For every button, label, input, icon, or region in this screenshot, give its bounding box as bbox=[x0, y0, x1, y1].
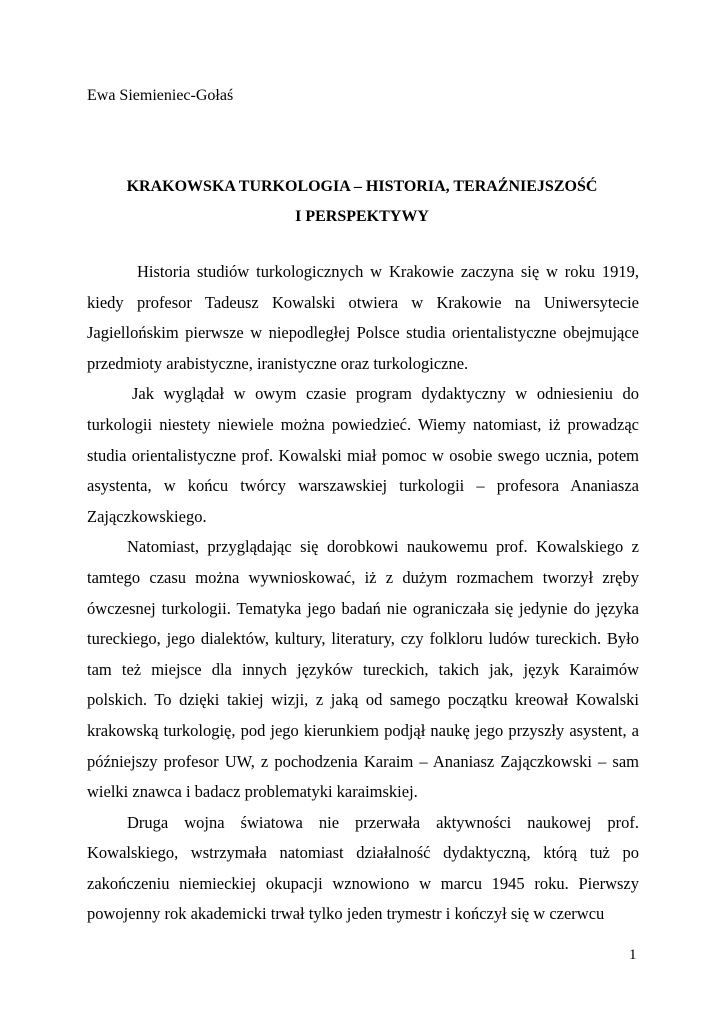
paragraph-4: Druga wojna światowa nie przerwała aktywności naukowej prof. Kowalskiego, wstrzymała natomiast działalność dydaktyczną, którą tuż po zakończeniu niemieckiej okupacji wznowiono w marcu 1945 roku. Pierwszy powojenny rok akademicki trwał tylko jeden trymestr i kończył się w czerwcu bbox=[87, 812, 639, 924]
document-title-line-1: KRAKOWSKA TURKOLOGIA – HISTORIA, TERAŹNIEJSZOŚĆ bbox=[126, 178, 598, 195]
paragraph-2: Jak wyglądał w owym czasie program dydaktyczny w odniesieniu do turkologii niestety niewiele można powiedzieć. Wiemy natomiast, iż prowadząc studia orientalistyczne prof. Kowalski miał pomoc w osobie swego ucznia, potem asystenta, w końcu twórcy warszawskiej turkologii – profesora Ananiasza Zajączkowskiego. bbox=[87, 384, 639, 526]
paragraph-1: Historia studiów turkologicznych w Krakowie zaczyna się w roku 1919, kiedy profesor Tadeusz Kowalski otwiera w Krakowie na Uniwersytecie Jagiellońskim pierwsze w niepodległej Polsce studia orientalistyczne obejmujące przedmioty arabistyczne, iranistyczne oraz turkologiczne. bbox=[87, 262, 639, 373]
author-name: Ewa Siemieniec-Gołaś bbox=[87, 87, 234, 104]
paragraph-3: Natomiast, przyglądając się dorobkowi naukowemu prof. Kowalskiego z tamtego czasu można wywnioskować, iż z dużym rozmachem tworzył zręby ówczesnej turkologii. Tematyka jego badań nie ograniczała się jedynie do języka tureckiego, jego dialektów, kultury, literatury, czy folkloru ludów tureckich. Było tam też miejsce dla innych języków tureckich, takich jak, język Karaimów polskich. To dzięki takiej wizji, z jaką od samego początku kreował Kowalski krakowską turkologię, pod jego kierunkiem podjął naukę jego przyszły asystent, a późniejszy profesor UW, z pochodzenia Karaim – Ananiasz Zajączkowski – sam wielki znawca i badacz problematyki karaimskiej. bbox=[87, 537, 639, 802]
document-body bbox=[87, 257, 639, 930]
document-title-line-2: I PERSPEKTYWY bbox=[295, 208, 429, 225]
page-number: 1 bbox=[629, 947, 637, 963]
